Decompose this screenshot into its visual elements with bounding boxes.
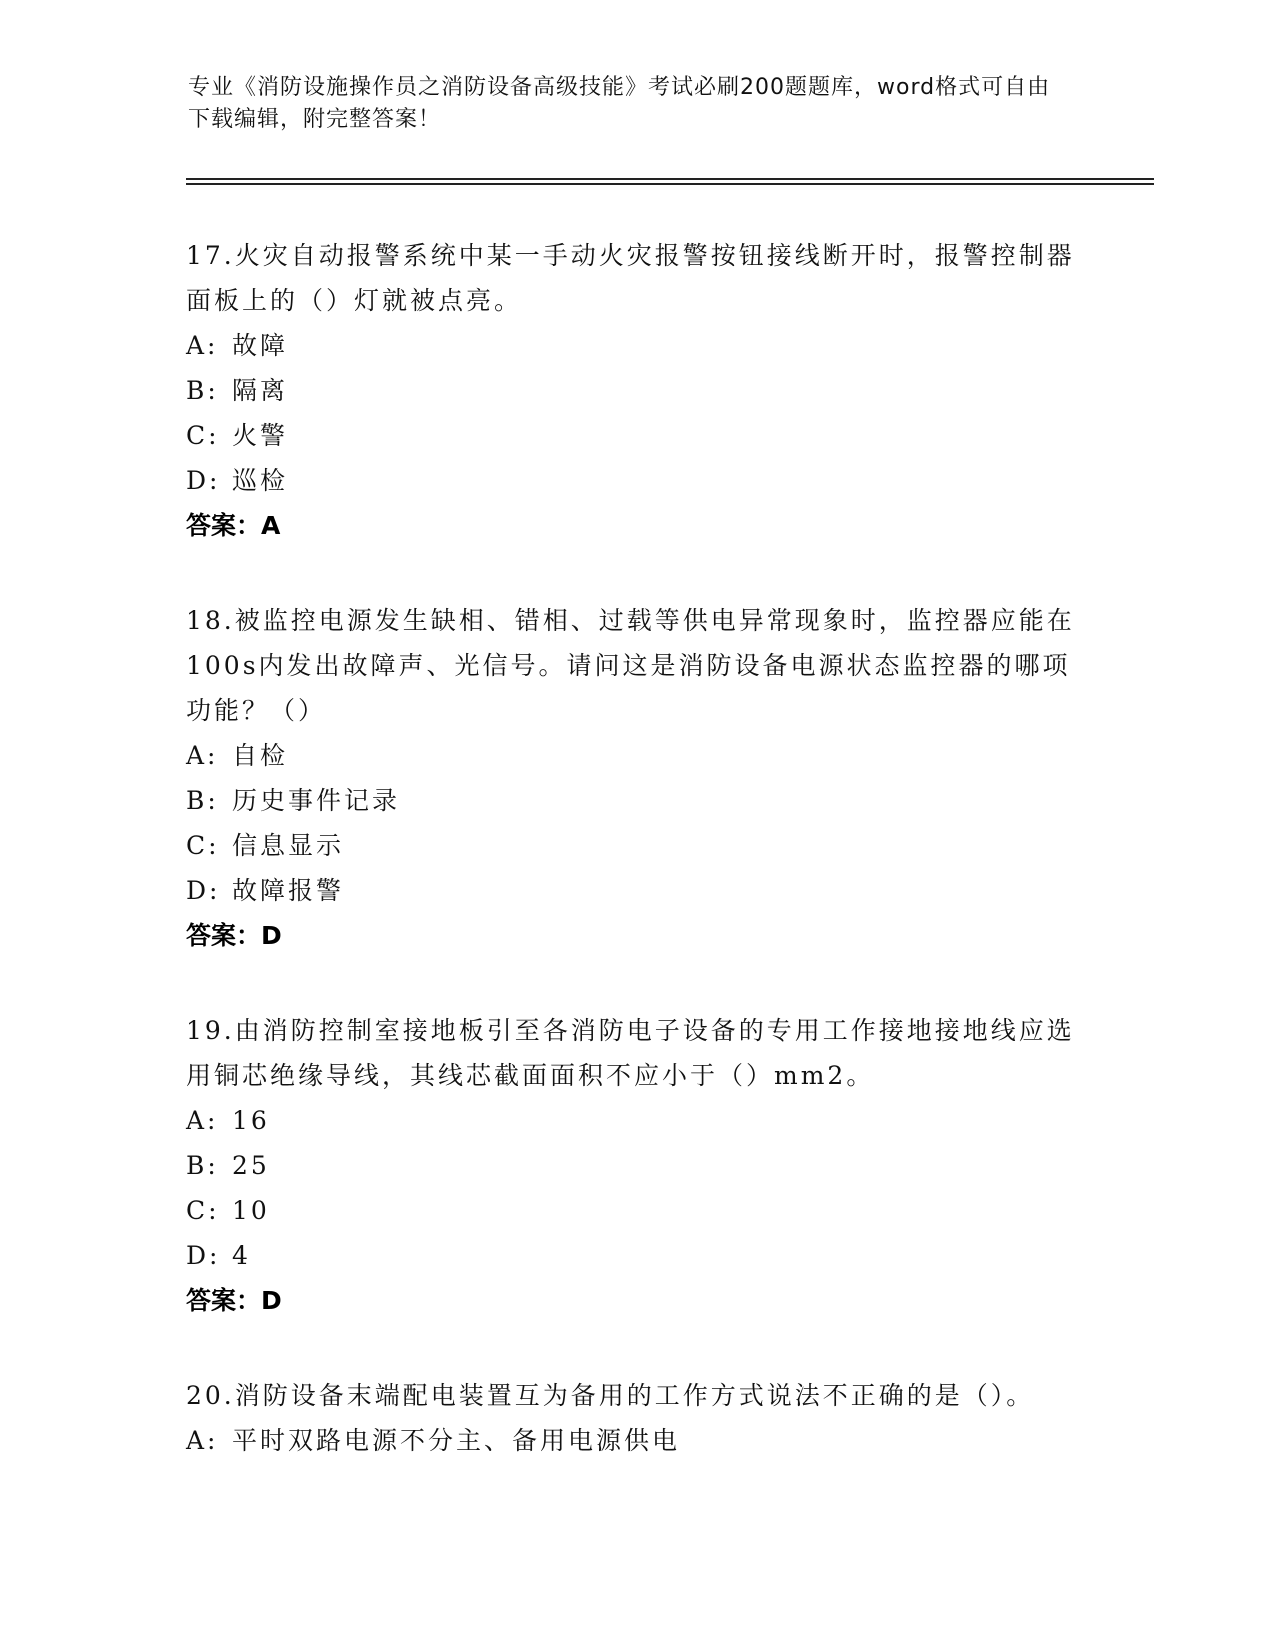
option-a — [186, 323, 1086, 368]
option-b — [186, 1143, 1086, 1188]
answer-line: 答案：D — [186, 921, 282, 950]
option-text: 自检 — [232, 741, 289, 770]
option-a — [186, 1418, 1086, 1463]
option-text: 历史事件记录 — [232, 786, 401, 815]
option-c — [186, 1188, 1086, 1233]
option-a — [186, 1098, 1086, 1143]
option-key: B: — [186, 1151, 219, 1180]
option-text: 故障报警 — [232, 876, 345, 905]
option-d — [186, 868, 1086, 913]
option-text: 4 — [232, 1241, 251, 1270]
question-17 — [186, 233, 1086, 548]
question-20 — [186, 1373, 1086, 1463]
option-c — [186, 823, 1086, 868]
option-c — [186, 413, 1086, 458]
option-key: D: — [186, 876, 221, 905]
option-text: 信息显示 — [232, 831, 345, 860]
header-divider-top — [186, 178, 1154, 180]
option-a — [186, 733, 1086, 778]
answer-line: 答案：D — [186, 1286, 282, 1315]
option-key: A: — [186, 741, 219, 770]
question-19 — [186, 1008, 1086, 1323]
question-text: 17.火灾自动报警系统中某一手动火灾报警按钮接线断开时，报警控制器面板上的（）灯就被点亮。 — [186, 241, 1075, 315]
question-text: 18.被监控电源发生缺相、错相、过载等供电异常现象时，监控器应能在100s内发出故障声、光信号。请问这是消防设备电源状态监控器的哪项功能？（） — [186, 606, 1075, 725]
option-text: 25 — [232, 1151, 270, 1180]
option-text: 平时双路电源不分主、备用电源供电 — [232, 1426, 681, 1455]
option-key: D: — [186, 466, 221, 495]
option-key: A: — [186, 1106, 219, 1135]
option-key: C: — [186, 831, 220, 860]
option-text: 隔离 — [232, 376, 289, 405]
question-text: 20.消防设备末端配电装置互为备用的工作方式说法不正确的是（）。 — [186, 1381, 1035, 1410]
option-key: B: — [186, 376, 219, 405]
question-18 — [186, 598, 1086, 958]
option-key: D: — [186, 1241, 221, 1270]
option-text: 故障 — [232, 331, 289, 360]
option-text: 10 — [232, 1196, 270, 1225]
document-header: 专业《消防设施操作员之消防设备高级技能》考试必刷200题题库，word格式可自由下载编辑，附完整答案！ — [188, 75, 1051, 132]
option-d — [186, 458, 1086, 503]
answer-line: 答案：A — [186, 511, 281, 540]
option-text: 巡检 — [232, 466, 289, 495]
option-key: B: — [186, 786, 219, 815]
option-b — [186, 368, 1086, 413]
question-text: 19.由消防控制室接地板引至各消防电子设备的专用工作接地接地线应选用铜芯绝缘导线，其线芯截面面积不应小于（）mm2。 — [186, 1016, 1075, 1090]
option-text: 16 — [232, 1106, 270, 1135]
option-key: A: — [186, 1426, 219, 1455]
option-b — [186, 778, 1086, 823]
question-list — [186, 233, 1086, 1513]
option-d — [186, 1233, 1086, 1278]
option-key: A: — [186, 331, 219, 360]
option-text: 火警 — [232, 421, 289, 450]
option-key: C: — [186, 1196, 220, 1225]
header-divider-bottom — [186, 183, 1154, 185]
option-key: C: — [186, 421, 220, 450]
